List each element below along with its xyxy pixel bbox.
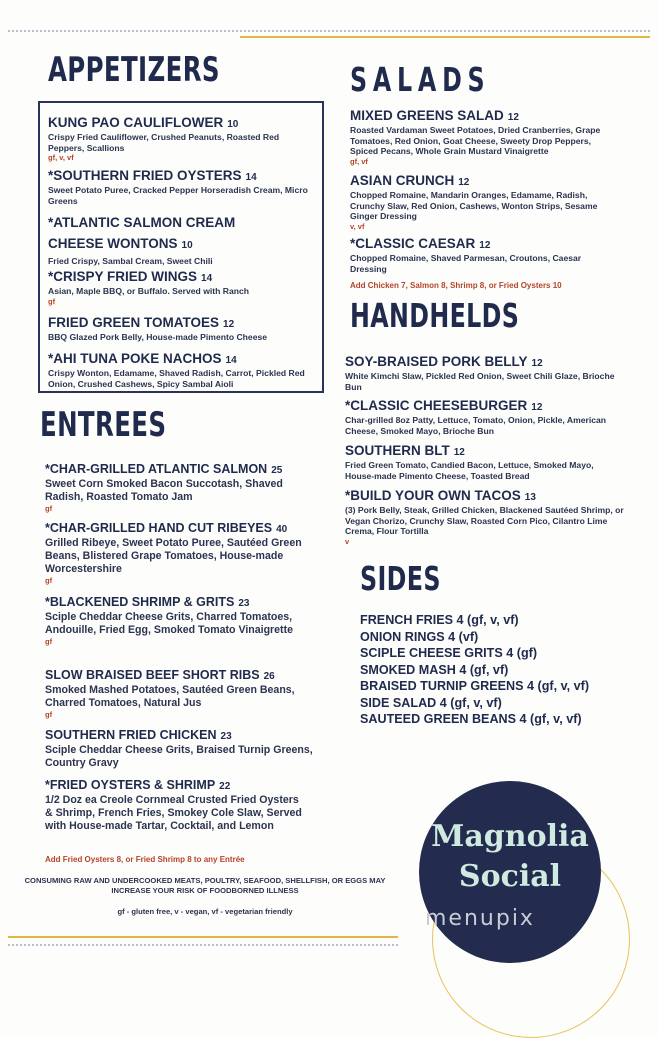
item-tags: gf [48,296,56,306]
entree-item [45,776,305,833]
item-description: 1/2 Doz ea Creole Cornmeal Crusted Fried Oysters & Shrimp, French Fries, Smokey Cole Slaw, Served with House-made Tartar, Cocktail, and Lemon [45,794,302,832]
item-description: Fried Green Tomato, Candied Bacon, Lettuce, Smoked Mayo, House-made Pimento Cheese, Toasted Bread [345,460,594,481]
food-safety-notice: CONSUMING RAW AND UNDERCOOKED MEATS, POULTRY, SEAFOOD, SHELLFISH, OR EGGS MAY INCREASE YOUR RISK OF FOODBORNED ILLNESS [24,876,386,895]
entree-item [45,593,325,646]
item-name: FRIED GREEN TOMATOES [48,315,220,330]
item-price: 14 [245,172,257,183]
logo-line-1: Magnolia [431,819,589,854]
magnolia-social-logo [419,781,601,963]
item-description: Sweet Corn Smoked Bacon Succotash, Shaved Radish, Roasted Tomato Jam [45,478,283,503]
item-description: Chopped Romaine, Shaved Parmesan, Croutons, Caesar Dressing [350,253,582,274]
bottom-dotted-border [8,944,398,946]
entree-item [45,460,323,513]
item-price: 12 [531,402,543,413]
side-item: BRAISED TURNIP GREENS 4 (gf, v, vf) [360,679,590,693]
top-dotted-border [8,30,650,32]
item-price: 14 [225,355,237,366]
item-name: KUNG PAO CAULIFLOWER [48,115,224,130]
salad-addon-note: Add Chicken 7, Salmon 8, Shrimp 8, or Fried Oysters 10 [350,281,562,290]
handheld-item [345,353,615,392]
menupix-watermark: menupix [425,906,535,931]
item-price: 12 [458,177,470,188]
sides-list [360,612,589,728]
salad-item [350,235,615,274]
item-price: 13 [524,492,536,503]
side-item: FRENCH FRIES 4 (gf, v, vf) [360,613,519,627]
item-description: Grilled Ribeye, Sweet Potato Puree, Sautéed Green Beans, Blistered Grape Tomatoes, House-made Worcestershire [45,537,302,575]
handheld-item [345,397,625,436]
item-name: *CLASSIC CAESAR [350,236,476,251]
appetizer-item [48,314,316,343]
item-tags: gf [45,710,53,719]
appetizer-item [48,114,316,162]
item-description: Smoked Mashed Potatoes, Sautéed Green Beans, Charred Tomatoes, Natural Jus [45,684,295,709]
item-description: BBQ Glazed Pork Belly, House-made Pimento Cheese [48,332,268,342]
handheld-item [345,487,630,546]
item-name: SOUTHERN BLT [345,443,450,458]
item-name: *AHI TUNA POKE NACHOS [48,351,222,366]
item-description: Sciple Cheddar Cheese Grits, Braised Turnip Greens, Country Gravy [45,744,313,769]
item-description: Sciple Cheddar Cheese Grits, Charred Tomatoes, Andouille, Fried Egg, Smoked Tomato Vinaigrette [45,611,294,636]
item-price: 10 [181,240,193,251]
side-item: SIDE SALAD 4 (gf, v, vf) [360,695,502,710]
item-price: 40 [276,524,288,535]
item-description: (3) Pork Belly, Steak, Grilled Chicken, Blackened Sautéed Shrimp, or Vegan Chorizo, Crunchy Slaw, Roasted Corn Pico, Cilantro Lime Crema, Flour Tortilla [345,505,624,536]
item-price: 12 [507,112,519,123]
item-name: ASIAN CRUNCH [350,173,455,188]
logo-line-2: Social [458,859,562,894]
item-price: 25 [271,465,283,476]
item-price: 23 [238,598,250,609]
entree-addon-note: Add Fried Oysters 8, or Fried Shrimp 8 to any Entrée [45,855,245,864]
item-price: 12 [479,240,491,251]
item-description: Crispy Fried Cauliflower, Crushed Peanuts, Roasted Red Peppers, Scallions [48,132,280,153]
item-description: Char-grilled 8oz Patty, Lettuce, Tomato, Onion, Pickle, American Cheese, Smoked Mayo, Brioche Bun [345,415,607,436]
salad-item [350,172,615,231]
item-price: 12 [453,447,465,458]
item-tags: v [345,536,350,546]
item-price: 14 [201,273,213,284]
item-name: SLOW BRAISED BEEF SHORT RIBS [45,668,260,682]
entree-item [45,726,315,770]
handhelds-heading: HANDHELDS [350,296,520,335]
item-price: 10 [227,119,239,130]
item-price: 12 [531,358,543,369]
item-price: 26 [263,671,275,682]
side-item: ONION RINGS 4 (vf) [360,629,479,644]
item-description: Asian, Maple BBQ, or Buffalo. Served with Ranch [48,286,250,296]
item-name: *BLACKENED SHRIMP & GRITS [45,595,235,609]
item-description: Chopped Romaine, Mandarin Oranges, Edamame, Radish, Crunchy Slaw, Red Onion, Cashews, Wonton Strips, Sesame Ginger Dressing [350,190,598,221]
item-description: White Kimchi Slaw, Pickled Red Onion, Sweet Chili Glaze, Brioche Bun [345,371,615,392]
item-name: *BUILD YOUR OWN TACOS [345,488,521,503]
salads-heading: SALADS [350,60,491,99]
appetizer-item [48,350,316,389]
salad-item [350,107,615,166]
top-gold-rule [240,36,650,38]
item-name: *CRISPY FRIED WINGS [48,269,198,284]
side-item: SAUTEED GREEN BEANS 4 (gf, v, vf) [360,712,582,726]
dietary-legend: gf - gluten free, v - vegan, vf - vegetarian friendly [117,907,293,916]
entree-item [45,666,323,719]
item-description: Crispy Wonton, Edamame, Shaved Radish, Carrot, Pickled Red Onion, Crushed Cashews, Spicy Sambal Aioli [48,368,305,389]
item-name: SOY-BRAISED PORK BELLY [345,354,528,369]
item-name: *CHAR-GRILLED ATLANTIC SALMON [45,462,268,476]
item-price: 23 [220,731,232,742]
item-name: *SOUTHERN FRIED OYSTERS [48,168,242,183]
item-name: *CLASSIC CHEESEBURGER [345,398,528,413]
appetizer-item [48,212,288,267]
appetizers-heading: APPETIZERS [48,50,220,90]
sides-heading: SIDES [360,559,441,598]
item-price: 22 [219,781,231,792]
side-item: SMOKED MASH 4 (gf, vf) [360,662,509,677]
item-name: *FRIED OYSTERS & SHRIMP [45,778,216,792]
item-name: *ATLANTIC SALMON CREAM CHEESE WONTONS [48,215,236,251]
item-tags: gf [45,504,53,513]
appetizer-item [48,167,316,206]
item-name: *CHAR-GRILLED HAND CUT RIBEYES [45,521,273,535]
handheld-item [345,442,625,481]
item-price: 12 [223,319,235,330]
item-name: SOUTHERN FRIED CHICKEN [45,728,217,742]
item-tags: gf, vf [350,156,368,166]
entree-item [45,519,323,585]
item-description: Roasted Vardaman Sweet Potatoes, Dried Cranberries, Grape Tomatoes, Red Onion, Goat Cheese, Sweety Drop Peppers, Spiced Pecans, Whole Grain Mustard Vinaigrette [350,125,601,156]
appetizer-item [48,268,316,306]
side-item: SCIPLE CHEESE GRITS 4 (gf) [360,646,538,660]
item-tags: gf [45,637,53,646]
item-name: MIXED GREENS SALAD [350,108,504,123]
item-tags: v, vf [350,221,365,231]
item-tags: gf [45,576,53,585]
entrees-heading: ENTREES [40,405,167,445]
item-description: Fried Crispy, Sambal Cream, Sweet Chili [48,256,213,266]
item-description: Sweet Potato Puree, Cracked Pepper Horseradish Cream, Micro Greens [48,185,308,206]
bottom-gold-rule [8,936,398,938]
item-tags: gf, v, vf [48,153,74,162]
